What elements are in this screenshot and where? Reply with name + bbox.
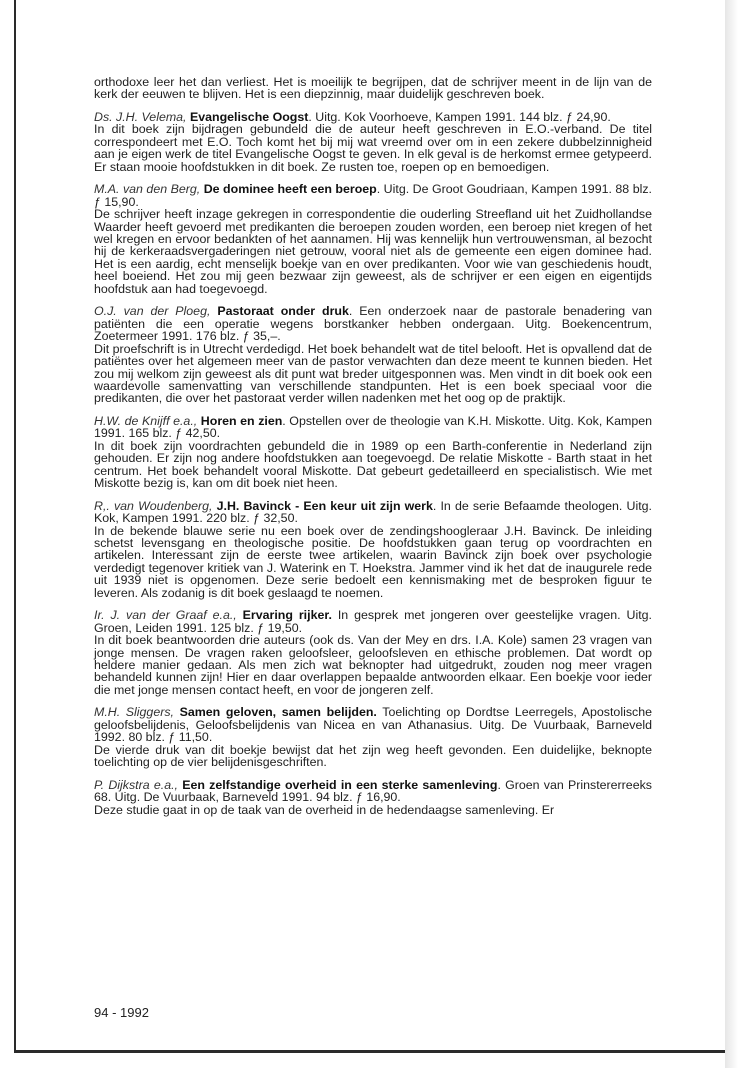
review-publication-info: . Opstellen over de theologie van K.H. Miskotte. Uitg. Kok, Kampen 1991. 165 blz. ƒ 42,50. [94, 413, 653, 441]
review-entry [94, 500, 652, 600]
review-heading [94, 609, 652, 634]
review-heading [94, 706, 652, 743]
review-publication-info: . In de serie Befaamde theologen. Uitg. Kok, Kampen 1991. 220 blz. ƒ 32,50. [94, 498, 652, 526]
review-entry [94, 111, 652, 173]
review-book-title: J.H. Bavinck - Een keur uit zijn werk [216, 498, 433, 513]
review-entry [94, 779, 652, 816]
review-heading [94, 183, 652, 208]
review-body: De vierde druk van dit boekje bewijst dat het zijn weg heeft gevonden. Een duidelijke, beknopte toelichting op de vier belijdenisgeschriften. [94, 742, 652, 770]
review-book-title: Horen en zien [200, 413, 283, 428]
intro-paragraph [94, 76, 652, 101]
review-book-title: Samen geloven, samen belijden. [179, 705, 377, 720]
review-body: In de bekende blauwe serie nu een boek over de zendingshoogleraar J.H. Bavinck. De inleiding schetst levensgang en theologische positie. De hoofdstukken gaan terug op voordrachten en artikelen. Interessant zijn de eerste twee artikelen, waarin Bavinck zijn boek over psychologie verdedigt tegenover kritiek van J. Waterink en T. Hoekstra. Jammer vind ik het dat de inaugurele rede uit 1939 niet is opgenomen. Deze serie bedoelt een kennismaking met de besproken figuur te leveren. Als zodanig is dit boek geslaagd te noemen. [94, 523, 652, 600]
review-body: In dit boek zijn bijdragen gebundeld die de auteur heeft geschreven in E.O.-verband. De titel correspondeert met E.O. Toch komt het bij mij wat vreemd over om in een zekere dubbelzinnigheid aan je eigen werk de titel Evangelische Oogst te geven. In elk geval is de herkomst ermee getypeerd. Er staan mooie hoofdstukken in dit boek. Ze rusten toe, roepen op en bemoedigen. [94, 122, 652, 174]
review-publication-info: . Groen van Prinstererreeks 68. Uitg. De Vuurbaak, Barneveld 1991. 94 blz. ƒ 16,90. [94, 777, 652, 805]
review-author: O.J. van der Ploeg, [94, 304, 211, 319]
review-author: H.W. de Knijff e.a., [94, 413, 198, 428]
review-author: Ir. J. van der Graaf e.a., [94, 608, 237, 623]
review-author: P. Dijkstra e.a., [94, 777, 178, 792]
review-heading [94, 305, 652, 342]
review-entry [94, 706, 652, 768]
review-publication-info: Toelichting op Dordtse Leerregels, Apostolische geloofsbelijdenis, Geloofsbelijdenis van Nicea en van Athanasius. Uitg. De Vuurbaak, Barneveld 1992. 80 blz. ƒ 11,50. [94, 705, 652, 745]
review-book-title: Pastoraat onder druk [217, 304, 349, 319]
review-body: Deze studie gaat in op de taak van de overheid in de hedendaagse samenleving. Er [94, 802, 555, 817]
review-body: De schrijver heeft inzage gekregen in correspondentie die ouderling Streefland uit het Zuidhollandse Waarder heeft gevoerd met predikanten die beroepen zouden worden, een beroep niet kregen of het wel kregen en ervoor bedankten of het aannamen. Hij was kennelijk hun vertrouwensman, al bezocht hij de kerkeraadsvergaderingen niet getrouw, vooral niet als de gemeente een eigen dominee had. Het is een aardig, echt menselijk boekje van en over predikanten. Voor wie van geschiedenis houdt, heel boeiend. Het zou mij geen bezwaar zijn geweest, als de schrijver er een eigen en eigentijds hoofdstuk aan had toegevoegd. [94, 207, 652, 296]
review-publication-info: . Een onderzoek naar de pastorale benadering van patiënten die een operatie wegens borstkanker hebben ondergaan. Uitg. Boekencentrum, Zoetermeer 1991. 176 blz. ƒ 35,–. [94, 304, 652, 344]
review-column [94, 76, 652, 816]
scan-left-border [14, 0, 16, 1052]
review-book-title: De dominee heeft een beroep [203, 182, 377, 197]
review-publication-info: . Uitg. De Groot Goudriaan, Kampen 1991. 88 blz. ƒ 15,90. [94, 182, 652, 209]
review-author: R,. van Woudenberg, [94, 498, 213, 513]
review-book-title: Evangelische Oogst [189, 109, 309, 124]
scan-right-shadow [725, 0, 738, 1068]
page-number: 94 - 1992 [94, 1005, 149, 1020]
review-author: M.A. van den Berg, [94, 182, 201, 197]
review-author: M.H. Sliggers, [94, 705, 174, 720]
review-body: In dit boek zijn voordrachten gebundeld die in 1989 op een Barth-conferentie in Nederland zijn gehouden. Er zijn nog andere hoofdstukken aan toegevoegd. De relatie Miskotte - Barth staat in het centrum. Het boek behandelt vooral Miskotte. Dat gebeurt gedetailleerd en specialistisch. Wie met Miskotte bezig is, kan om dit boek niet heen. [94, 438, 652, 491]
review-body: In dit boek beantwoorden drie auteurs (ook ds. Van der Mey en drs. I.A. Kole) samen 23 vragen van jonge mensen. De vragen raken geloofsleer, geloofsleven en ethische problemen. Dat wordt op heldere manier gedaan. Als men zich wat beknopter had uitgedrukt, zouden nog meer vragen behandeld kunnen zijn! Hier en daar overlappen bepaalde antwoorden elkaar. Een boekje voor ieder die met jonge mensen contact heeft, en voor de jongeren zelf. [94, 633, 652, 697]
review-entry [94, 415, 652, 490]
intro-body: orthodoxe leer het dan verliest. Het is moeilijk te begrijpen, dat de schrijver meent in de lijn van de kerk der eeuwen te blijven. Het is een diepzinnig, maar duidelijk geschreven boek. [94, 75, 652, 102]
review-entry [94, 305, 652, 405]
review-publication-info: In gesprek met jongeren over geestelijke vragen. Uitg. Groen, Leiden 1991. 125 blz. ƒ 19,50. [94, 608, 652, 635]
review-publication-info: . Uitg. Kok Voorhoeve, Kampen 1991. 144 blz. ƒ 24,90. [308, 109, 611, 124]
review-heading [94, 415, 652, 440]
review-author: Ds. J.H. Velema, [94, 109, 187, 124]
review-entry [94, 609, 652, 696]
review-heading [94, 500, 652, 525]
review-book-title: Een zelfstandige overheid in een sterke samenleving [182, 777, 498, 792]
scan-bottom-border [14, 1050, 738, 1053]
review-entry [94, 183, 652, 295]
review-heading [94, 779, 652, 804]
review-body: Dit proefschrift is in Utrecht verdedigd. Het boek behandelt wat de titel belooft. Het is opvallend dat de patiëntes over het algemeen meer van de pastor verwachten dan deze meent te kunnen bieden. Het zou mij welkom zijn geweest als dit punt wat breder uitgesponnen was. Men vindt in dit boek ook een waardevolle samenvatting van verschillende standpunten. Het is een boek speciaal voor die predikanten, die over het pastoraat verder willen nadenken met het oog op de praktijk. [94, 341, 652, 406]
review-book-title: Ervaring rijker. [242, 608, 332, 623]
